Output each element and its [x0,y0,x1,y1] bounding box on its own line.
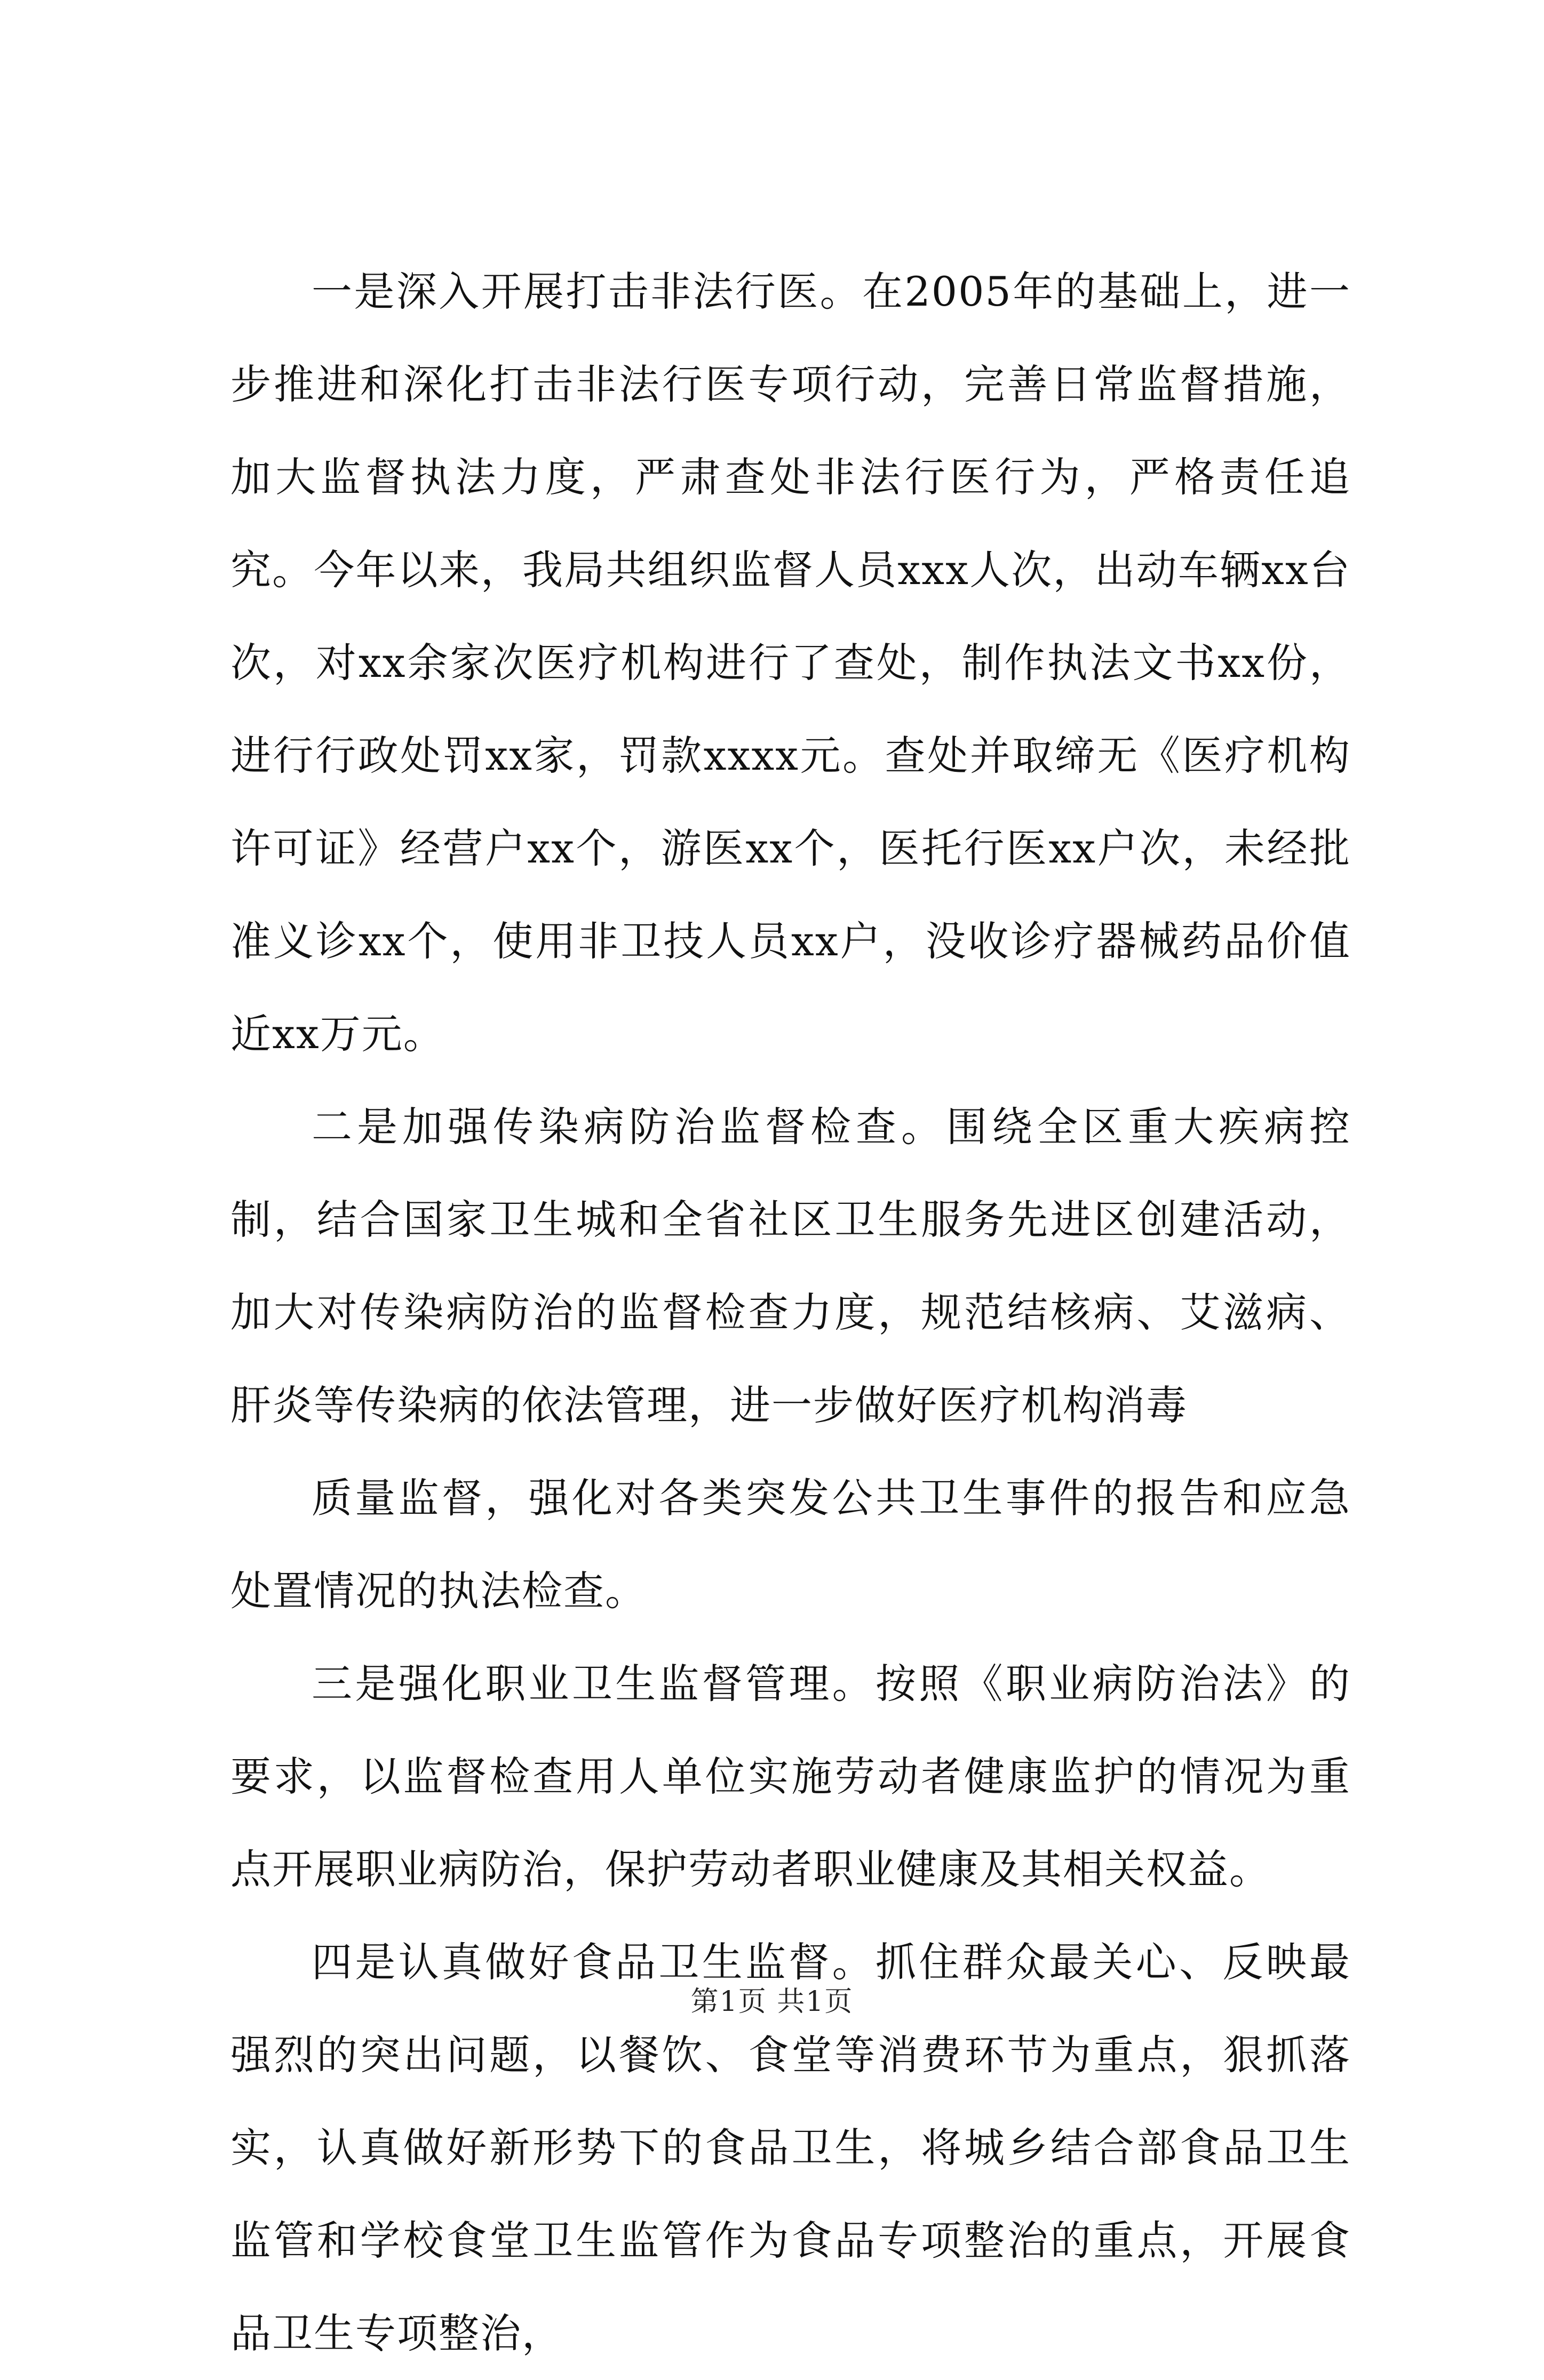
paragraph-quality-supervision: 质量监督，强化对各类突发公共卫生事件的报告和应急处置情况的执法检查。 [230,1474,1351,1615]
paragraph-infectious-disease: 二是加强传染病防治监督检查。围绕全区重大疾病控制，结合国家卫生城和全省社区卫生服务先进区创建活动，加大对传染病防治的监督检查力度，规范结核病、艾滋病、肝炎等传染病的依法管理，进一步做好医疗机构消毒 [230,1103,1351,1429]
paragraph-occupational-health: 三是强化职业卫生监督管理。按照《职业病防治法》的要求，以监督检查用人单位实施劳动者健康监护的情况为重点开展职业病防治，保护劳动者职业健康及其相关权益。 [230,1660,1351,1893]
paragraph-illegal-practice: 一是深入开展打击非法行医。在2005年的基础上，进一步推进和深化打击非法行医专项行动，完善日常监督措施，加大监督执法力度，严肃查处非法行医行为，严格责任追究。今年以来，我局共组织监督人员xxx人次，出动车辆xx台次，对xx余家次医疗机构进行了查处，制作执法文书xx份，进行行政处罚xx家，罚款xxxx元。查处并取缔无《医疗机构许可证》经营户xx个，游医xx个，医托行医xx户次，未经批准义诊xx个，使用非卫技人员xx户，没收诊疗器械药品价值近xx万元。 [230,268,1351,1058]
document-body [230,245,1351,2380]
page-footer: 第1页 共1页 [690,1986,854,2018]
paragraph-food-hygiene: 四是认真做好食品卫生监督。抓住群众最关心、反映最强烈的突出问题，以餐饮、食堂等消费环节为重点，狠抓落实，认真做好新形势下的食品卫生，将城乡结合部食品卫生监管和学校食堂卫生监管作为食品专项整治的重点，开展食品卫生专项整治， [230,1938,1351,2357]
